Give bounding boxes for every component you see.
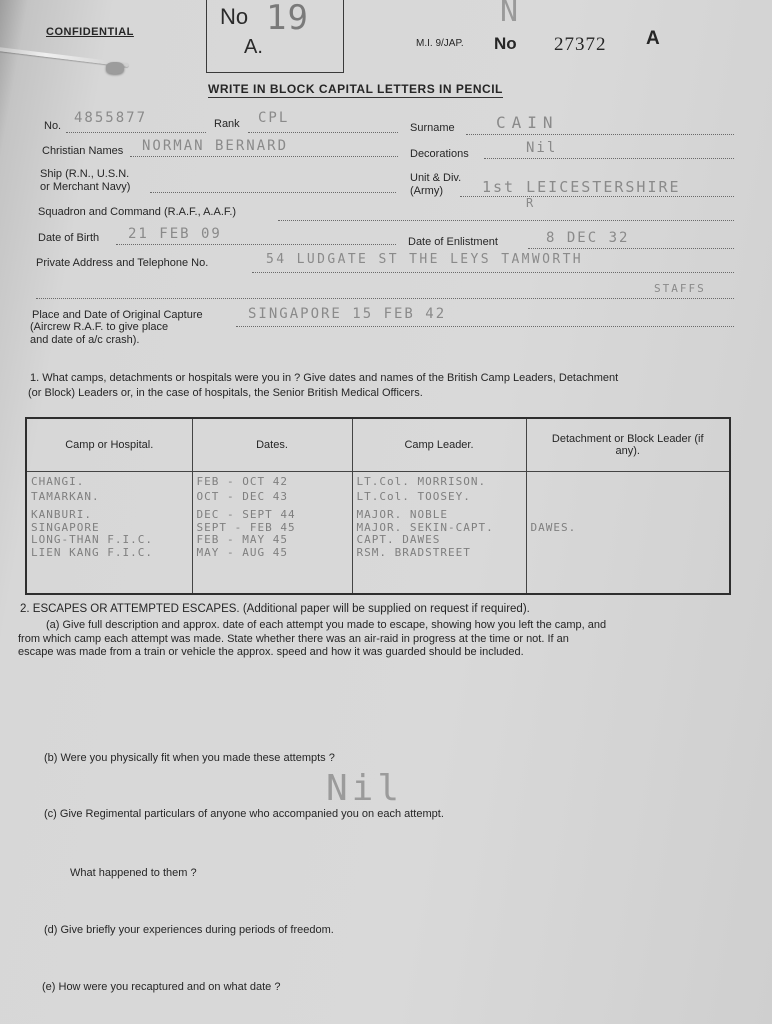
dates-cell: FEB - MAY 45 [196, 533, 288, 547]
enlist-value: 8 DEC 32 [546, 230, 630, 246]
dob-value: 21 FEB 09 [128, 226, 222, 242]
q1-line-1: 1. What camps, detachments or hospitals were you in ? Give dates and names of the British Camp Leaders, Detachment [30, 372, 619, 384]
capture-label-3: and date of a/c crash). [30, 334, 140, 346]
camp-cell: LONG-THAN F.I.C. [31, 533, 153, 547]
christian-label: Christian Names [42, 145, 124, 157]
enlist-label: Date of Enlistment [408, 236, 498, 248]
dates-cell: FEB - OCT 42 [196, 475, 288, 488]
capture-value: SINGAPORE 15 FEB 42 [248, 306, 447, 322]
address-label: Private Address and Telephone No. [36, 257, 209, 269]
leader-cell: LT.Col. TOOSEY. [356, 489, 471, 503]
serial-label: No [494, 34, 517, 53]
q2-a-line-3: escape was made from a train or vehicle the approx. speed and how it was guarded should be included. [18, 646, 524, 658]
box-no-label: No [220, 4, 249, 29]
leader-cell: LT.Col. MORRISON. [356, 475, 487, 488]
col-camp: Camp or Hospital. [26, 418, 192, 472]
nil-answer: Nil [326, 768, 404, 809]
surname-value: CAIN [496, 113, 559, 132]
confidential-label: CONFIDENTIAL [46, 26, 134, 38]
ref-code: M.I. 9/JAP. [416, 38, 464, 49]
serial-number: 27372 [554, 34, 607, 55]
decorations-value: Nil [526, 140, 558, 156]
string-knot [106, 62, 124, 74]
camp-cell: CHANGI. [31, 475, 85, 488]
decorations-label: Decorations [410, 148, 469, 160]
surname-label: Surname [410, 122, 455, 134]
q2-d: (d) Give briefly your experiences during periods of freedom. [44, 924, 334, 936]
camp-cell: KANBURI. [31, 508, 92, 522]
unit-label-2: (Army) [410, 185, 443, 197]
q2-a-line-1: (a) Give full description and approx. date of each attempt you made to escape, showing how you left the camp, and [46, 619, 607, 631]
squadron-label: Squadron and Command (R.A.F., A.A.F.) [38, 206, 237, 218]
q2-e: (e) How were you recaptured and on what date ? [42, 981, 281, 993]
ship-label-2: or Merchant Navy) [40, 181, 131, 193]
no-value: 4855877 [74, 110, 148, 126]
rank-value: CPL [258, 110, 290, 126]
dates-cell: DEC - SEPT 44 [196, 508, 296, 522]
rank-label: Rank [214, 118, 240, 130]
q2-title: 2. ESCAPES OR ATTEMPTED ESCAPES. (Additional paper will be supplied on request if required). [20, 603, 530, 615]
no-label: No. [44, 120, 62, 132]
camp-cell: SINGAPORE [31, 520, 100, 534]
q2-b: (b) Were you physically fit when you made these attempts ? [44, 752, 335, 764]
unit-label-1: Unit & Div. [410, 172, 462, 184]
capture-label-2: (Aircrew R.A.F. to give place [30, 321, 169, 333]
dates-cell: MAY - AUG 45 [196, 545, 288, 559]
leader-cell: MAJOR. NOBLE [356, 508, 448, 522]
q2-a-line-2: from which camp each attempt was made. State whether there was an air-raid in progress at the time or not. If an [18, 633, 569, 645]
box-letter: A. [244, 36, 263, 58]
leader-cell: MAJOR. SEKIN-CAPT. [356, 520, 494, 534]
col-detachment-leader: Detachment or Block Leader (if any). [526, 418, 730, 472]
unit-value: 1st LEICESTERSHIRE [482, 178, 681, 196]
box-no-value: 19 [266, 0, 309, 38]
address-value: 54 LUDGATE ST THE LEYS TAMWORTH [266, 252, 584, 267]
q1-line-2: (or Block) Leaders or, in the case of hospitals, the Senior British Medical Officers. [28, 387, 423, 399]
instruction-heading: WRITE IN BLOCK CAPITAL LETTERS IN PENCIL [208, 82, 503, 96]
camp-cell: LIEN KANG F.I.C. [31, 545, 153, 559]
dates-cell: SEPT - FEB 45 [196, 520, 296, 534]
col-dates: Dates. [192, 418, 352, 472]
table-row [26, 472, 730, 595]
corner-mark: N [500, 0, 521, 29]
camp-cell: TAMARKAN. [31, 489, 100, 503]
dob-label: Date of Birth [38, 232, 100, 244]
leader-cell: RSM. BRADSTREET [356, 545, 471, 559]
leader-cell: CAPT. DAWES [356, 533, 441, 547]
address-value-2: STAFFS [654, 282, 706, 295]
camps-table [25, 417, 731, 595]
unit-value-2: R [526, 196, 536, 210]
ship-label-1: Ship (R.N., U.S.N. [40, 168, 130, 180]
q2-c: (c) Give Regimental particulars of anyone who accompanied you on each attempt. [44, 808, 444, 820]
col-camp-leader: Camp Leader. [352, 418, 526, 472]
serial-letter: A [646, 28, 660, 49]
detachment-cell: DAWES. [530, 520, 577, 534]
dates-cell: OCT - DEC 43 [196, 489, 288, 503]
capture-label-1: Place and Date of Original Capture [32, 309, 203, 321]
q2-c-followup: What happened to them ? [70, 867, 197, 879]
christian-value: NORMAN BERNARD [142, 138, 289, 154]
